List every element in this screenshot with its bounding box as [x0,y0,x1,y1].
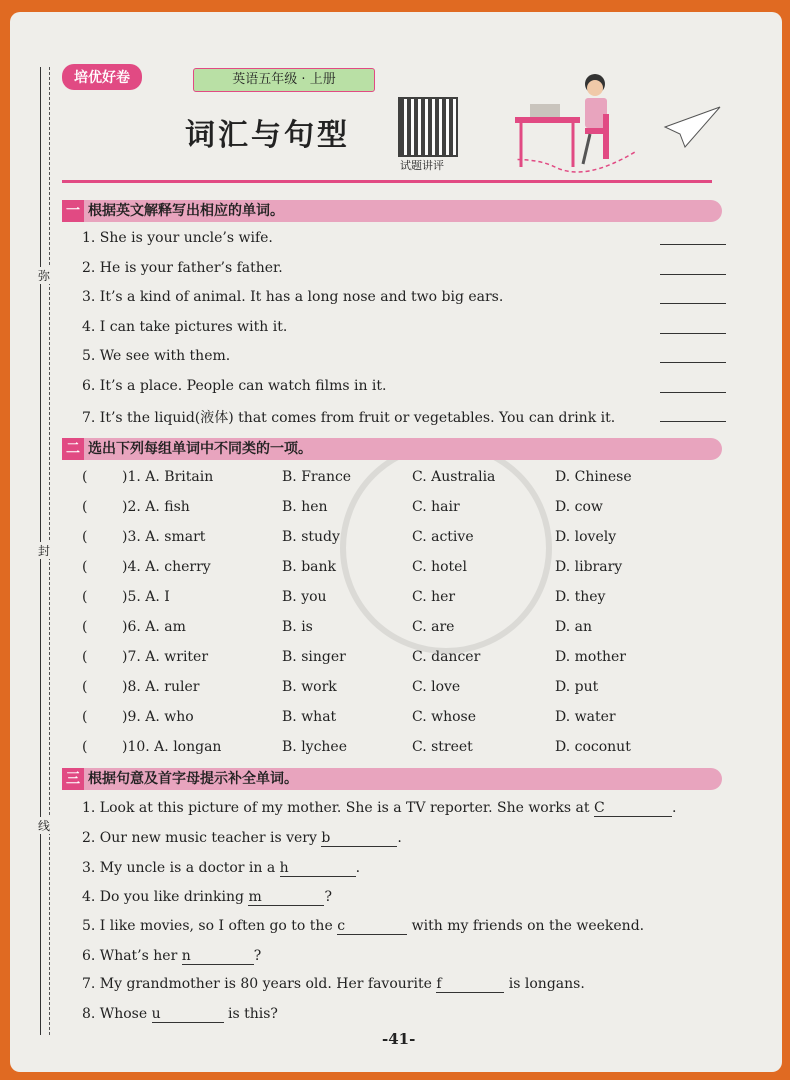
s3-hint-letter: c [337,918,346,934]
s3-blank[interactable] [152,1006,224,1023]
s2-option-d: D. water [555,709,616,725]
s2-option-c: C. are [412,619,455,635]
s3-text-before: 6. What’s her [82,948,182,964]
s2-paren[interactable]: ( [82,739,88,755]
s3-hint-letter: u [151,1006,161,1022]
section-2-number: 二 [62,438,84,460]
s3-question [82,948,261,965]
s2-option-a: )5. A. I [122,589,170,605]
s3-question [82,918,644,935]
s1-question-2: 2. He is your father’s father. [82,260,283,276]
s2-option-c: C. hotel [412,559,467,575]
section-3-number: 三 [62,768,84,790]
s2-paren[interactable]: ( [82,709,88,725]
s3-text-after: is longans. [504,976,585,992]
s3-hint-letter: f [436,976,442,992]
qr-code-icon[interactable] [398,97,458,157]
s2-option-a: )7. A. writer [122,649,209,665]
s3-text-after: ? [324,889,332,905]
s3-blank[interactable] [436,976,504,993]
s3-blank[interactable] [182,948,254,965]
student-at-desk-illustration [515,72,730,182]
s2-option-a: )4. A. cherry [122,559,211,575]
s2-option-d: D. lovely [555,529,617,545]
section-3-header [62,768,722,790]
page-title: 词汇与句型 [185,118,350,153]
s2-option-c: C. whose [412,709,477,725]
s3-text-before: 4. Do you like drinking [82,889,249,905]
binding-char-1: 弥 [38,269,51,283]
s2-option-a: )6. A. am [122,619,186,635]
s3-text-after: . [397,830,402,846]
s2-option-b: B. bank [282,559,336,575]
section-3-title: 根据句意及首字母提示补全单词。 [88,771,298,787]
s3-text-before: 1. Look at this picture of my mother. She is a TV reporter. She works at [82,800,594,816]
section-2-header [62,438,722,460]
s2-option-b: B. study [282,529,340,545]
s2-paren[interactable]: ( [82,649,88,665]
s3-question [82,800,676,817]
s3-text-after: . [355,860,361,876]
s2-option-a: )10. A. longan [122,739,222,755]
s2-option-b: B. lychee [282,739,348,755]
s2-option-a: )2. A. fish [122,499,190,515]
s2-option-c: C. dancer [412,649,481,665]
s3-question [82,860,360,877]
s2-paren[interactable]: ( [82,559,88,575]
section-1-header [62,200,722,222]
binding-char-3: 线 [38,819,51,833]
s1-question-7: 7. It’s the liquid(液体) that comes from fruit or vegetables. You can drink it. [82,410,616,426]
s3-text-after: . [671,800,677,816]
s2-option-d: D. coconut [555,739,631,755]
section-1-number: 一 [62,200,84,222]
grade-label: 英语五年级 · 上册 [193,68,375,92]
s2-option-d: D. an [555,619,592,635]
s2-option-b: B. France [282,469,352,485]
s3-text-before: 7. My grandmother is 80 years old. Her favourite [82,976,437,992]
s2-paren[interactable]: ( [82,529,88,545]
s1-answer-2[interactable] [660,274,726,275]
s1-answer-6[interactable] [660,392,726,393]
s2-paren[interactable]: ( [82,499,88,515]
s3-blank[interactable] [594,800,672,817]
s2-option-d: D. they [555,589,606,605]
s3-text-before: 3. My uncle is a doctor in a [82,860,280,876]
s2-option-b: B. what [282,709,337,725]
s2-option-b: B. is [282,619,313,635]
s1-answer-5[interactable] [660,362,726,363]
s2-option-a: )9. A. who [122,709,194,725]
s3-hint-letter: n [181,948,191,964]
s3-hint-letter: h [279,860,289,876]
s1-answer-3[interactable] [660,303,726,304]
s2-option-d: D. cow [555,499,603,515]
s3-text-after: with my friends on the weekend. [407,918,645,934]
s1-answer-7[interactable] [660,421,726,422]
s3-question [82,976,585,993]
s2-option-c: C. street [412,739,473,755]
s3-hint-letter: C [593,800,605,816]
section-2-title: 选出下列每组单词中不同类的一项。 [88,441,312,457]
s2-option-c: C. active [412,529,474,545]
s3-question [82,830,402,847]
s2-option-a: )1. A. Britain [122,469,214,485]
s3-text-after: ? [253,948,262,964]
s2-option-d: D. mother [555,649,626,665]
qr-label: 试题讲评 [400,159,444,172]
page-number: -41- [382,1030,416,1048]
series-tag: 培优好卷 [62,64,142,90]
s1-question-6: 6. It’s a place. People can watch films in it. [82,378,387,394]
section-1-title: 根据英文解释写出相应的单词。 [88,203,284,219]
s1-answer-4[interactable] [660,333,726,334]
s2-paren[interactable]: ( [82,619,88,635]
s2-option-d: D. library [555,559,623,575]
binding-char-2: 封 [38,544,51,558]
s3-hint-letter: m [248,889,262,905]
s3-blank[interactable] [337,918,407,935]
s1-question-4: 4. I can take pictures with it. [82,319,288,335]
s3-hint-letter: b [321,830,331,846]
s2-option-b: B. you [282,589,327,605]
s2-option-d: D. Chinese [555,469,632,485]
s2-option-a: )8. A. ruler [122,679,200,695]
s2-option-c: C. love [412,679,461,695]
s3-text-before: 5. I like movies, so I often go to the [82,918,338,934]
worksheet-page [10,12,782,1072]
s2-option-b: B. singer [282,649,346,665]
s2-option-a: )3. A. smart [122,529,206,545]
s1-question-5: 5. We see with them. [82,348,231,364]
s2-paren[interactable]: ( [82,469,88,485]
s1-answer-1[interactable] [660,244,726,245]
s3-question [82,1006,278,1023]
s3-blank[interactable] [280,860,356,877]
s3-blank[interactable] [248,889,324,906]
s2-paren[interactable]: ( [82,679,88,695]
s2-option-c: C. her [412,589,456,605]
s1-question-3: 3. It’s a kind of animal. It has a long nose and two big ears. [82,289,504,305]
s3-blank[interactable] [321,830,397,847]
s2-option-b: B. hen [282,499,328,515]
s3-question [82,889,332,906]
s2-option-d: D. put [555,679,599,695]
s3-text-before: 8. Whose [82,1006,152,1022]
s2-option-c: C. hair [412,499,460,515]
s1-question-1: 1. She is your uncle’s wife. [82,230,273,246]
s2-option-b: B. work [282,679,337,695]
s2-paren[interactable]: ( [82,589,88,605]
s3-text-before: 2. Our new music teacher is very [82,830,322,846]
s2-option-c: C. Australia [412,469,496,485]
s3-text-after: is this? [223,1006,278,1022]
